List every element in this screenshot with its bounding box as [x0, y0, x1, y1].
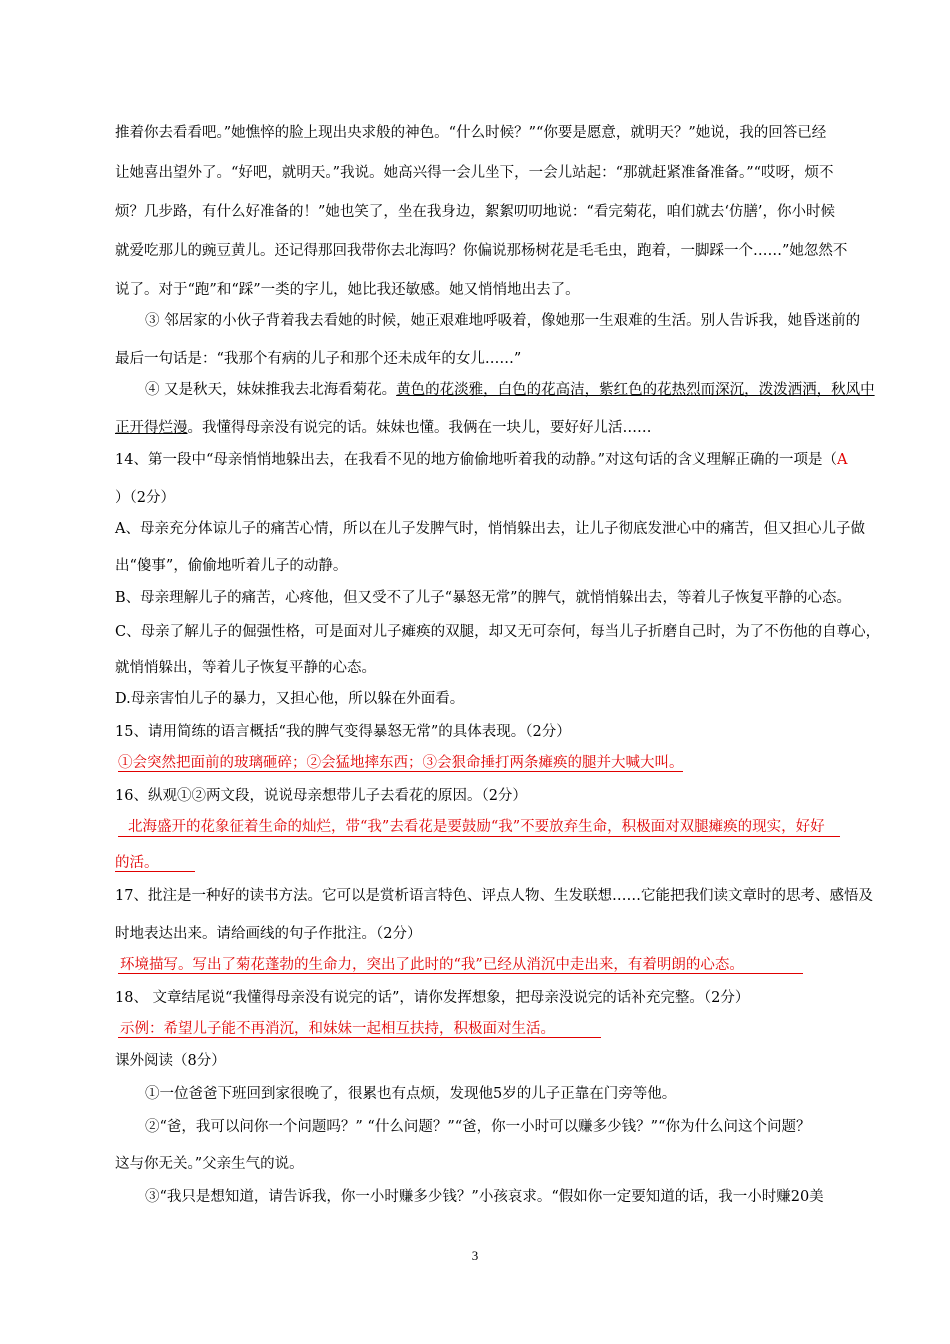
- passage-line: 推着你去看看吧。”她憔悴的脸上现出央求般的神色。“什么时候？”“你要是愿意，就明天？”她说，我的回答已经: [115, 125, 827, 141]
- answer-underline: [118, 836, 840, 837]
- passage-line: ①一位爸爸下班回到家很晚了，很累也有点烦，发现他5岁的儿子正靠在门旁等他。: [145, 1086, 677, 1102]
- passage-line: 最后一句话是：“我那个有病的儿子和那个还未成年的女儿……”: [115, 351, 522, 367]
- option-b: B、母亲理解儿子的痛苦，心疼他，但又受不了儿子“暴怒无常”的脾气，就悄悄躲出去，等着儿子恢复平静的心态。: [115, 590, 851, 606]
- passage-line: 这与你无关。”父亲生气的说。: [115, 1156, 304, 1172]
- question-16-stem: 16、纵观①②两文段，说说母亲想带儿子去看花的原因。（2分）: [115, 788, 527, 804]
- answer-underline: [118, 973, 803, 974]
- page-number: 3: [471, 1248, 479, 1263]
- question-16-answer: 北海盛开的花象征着生命的灿烂，带“我”去看花是要鼓励“我”不要放弃生命，积极面对双腿瘫痪的现实，好好: [128, 819, 825, 835]
- option-a-cont: 出“傻事”，偷偷地听着儿子的动静。: [115, 558, 348, 574]
- option-c: C、母亲了解儿子的倔强性格，可是面对儿子瘫痪的双腿，却又无可奈何，每当儿子折磨自己时，为了不伤他的自尊心，: [115, 624, 881, 640]
- passage-line: 让她喜出望外了。“好吧，就明天。”我说。她高兴得一会儿坐下，一会儿站起：“那就赶紧准备准备。”“哎呀，烦不: [115, 165, 834, 181]
- question-17-stem: 17、批注是一种好的读书方法。它可以是赏析语言特色、评点人物、生发联想……它能把我们读文章时的思考、感悟及: [115, 888, 873, 904]
- question-14-answer: A: [837, 452, 848, 468]
- passage-line: 烦？几步路，有什么好准备的！”她也笑了，坐在我身边，絮絮叨叨地说：“看完菊花，咱们就去‘仿膳’，你小时候: [115, 204, 836, 220]
- passage-line: 说了。对于“跑”和“踩”一类的字儿，她比我还敏感。她又悄悄地出去了。: [115, 282, 580, 298]
- passage-text: 。我懂得母亲没有说完的话。妹妹也懂。我俩在一块儿，要好好儿活……: [187, 420, 652, 436]
- option-d: D.母亲害怕儿子的暴力，又担心他，所以躲在外面看。: [115, 691, 465, 707]
- passage-line: 就爱吃那儿的豌豆黄儿。还记得那回我带你去北海吗？你偏说那杨树花是毛毛虫，跑着，一脚踩一个……”她忽然不: [115, 243, 848, 259]
- section-heading: 课外阅读（8分）: [115, 1053, 226, 1069]
- option-a: A、母亲充分体谅儿子的痛苦心情，所以在儿子发脾气时，悄悄躲出去，让儿子彻底发泄心中的痛苦，但又担心儿子做: [115, 521, 865, 537]
- question-17-answer: 环境描写。写出了菊花蓬勃的生命力，突出了此时的“我”已经从消沉中走出来，有着明朗的心态。: [120, 957, 744, 973]
- question-16-answer-cont: 的活。: [115, 855, 159, 871]
- question-18-stem: 18、 文章结尾说“我懂得母亲没有说完的话”，请你发挥想象，把母亲没说完的话补充完整。（2分）: [115, 990, 750, 1006]
- passage-line: ③“我只是想知道，请告诉我，你一小时赚多少钱？”小孩哀求。“假如你一定要知道的话，我一小时赚20美: [145, 1189, 824, 1205]
- passage-text: ④ 又是秋天，妹妹推我去北海看菊花。: [145, 382, 397, 398]
- passage-line: ②“爸，我可以问你一个问题吗？” “什么问题？”“爸，你一小时可以赚多少钱？”“你为什么问这个问题？: [145, 1119, 811, 1135]
- question-15-answer: ①会突然把面前的玻璃砸碎；②会猛地摔东西；③会狠命捶打两条瘫痪的腿并大喊大叫。: [118, 755, 684, 771]
- passage-line: [145, 381, 875, 399]
- question-15-stem: 15、请用简练的语言概括“我的脾气变得暴怒无常”的具体表现。（2分）: [115, 724, 571, 740]
- underlined-sentence: 黄色的花淡雅，白色的花高洁，紫红色的花热烈而深沉，泼泼洒洒，秋风中: [396, 382, 875, 398]
- underlined-sentence: 正开得烂漫: [115, 420, 188, 436]
- question-14-stem: 14、第一段中“母亲悄悄地躲出去，在我看不见的地方偷偷地听着我的动静。”对这句话的含义理解正确的一项是（A: [115, 452, 848, 468]
- passage-line: [115, 419, 840, 437]
- question-18-answer: 示例：希望儿子能不再消沉，和妹妹一起相互扶持，积极面对生活。: [120, 1021, 555, 1037]
- option-c-cont: 就悄悄躲出，等着儿子恢复平静的心态。: [115, 660, 376, 676]
- passage-line: ③ 邻居家的小伙子背着我去看她的时候，她正艰难地呼吸着，像她那一生艰难的生活。别人告诉我，她昏迷前的: [145, 313, 861, 329]
- question-17-stem-cont: 时地表达出来。请给画线的句子作批注。（2分）: [115, 926, 422, 942]
- question-14-stem-end: ）（2分）: [115, 490, 175, 506]
- answer-underline: [118, 771, 683, 772]
- answer-underline: [115, 871, 195, 872]
- answer-underline: [118, 1037, 601, 1038]
